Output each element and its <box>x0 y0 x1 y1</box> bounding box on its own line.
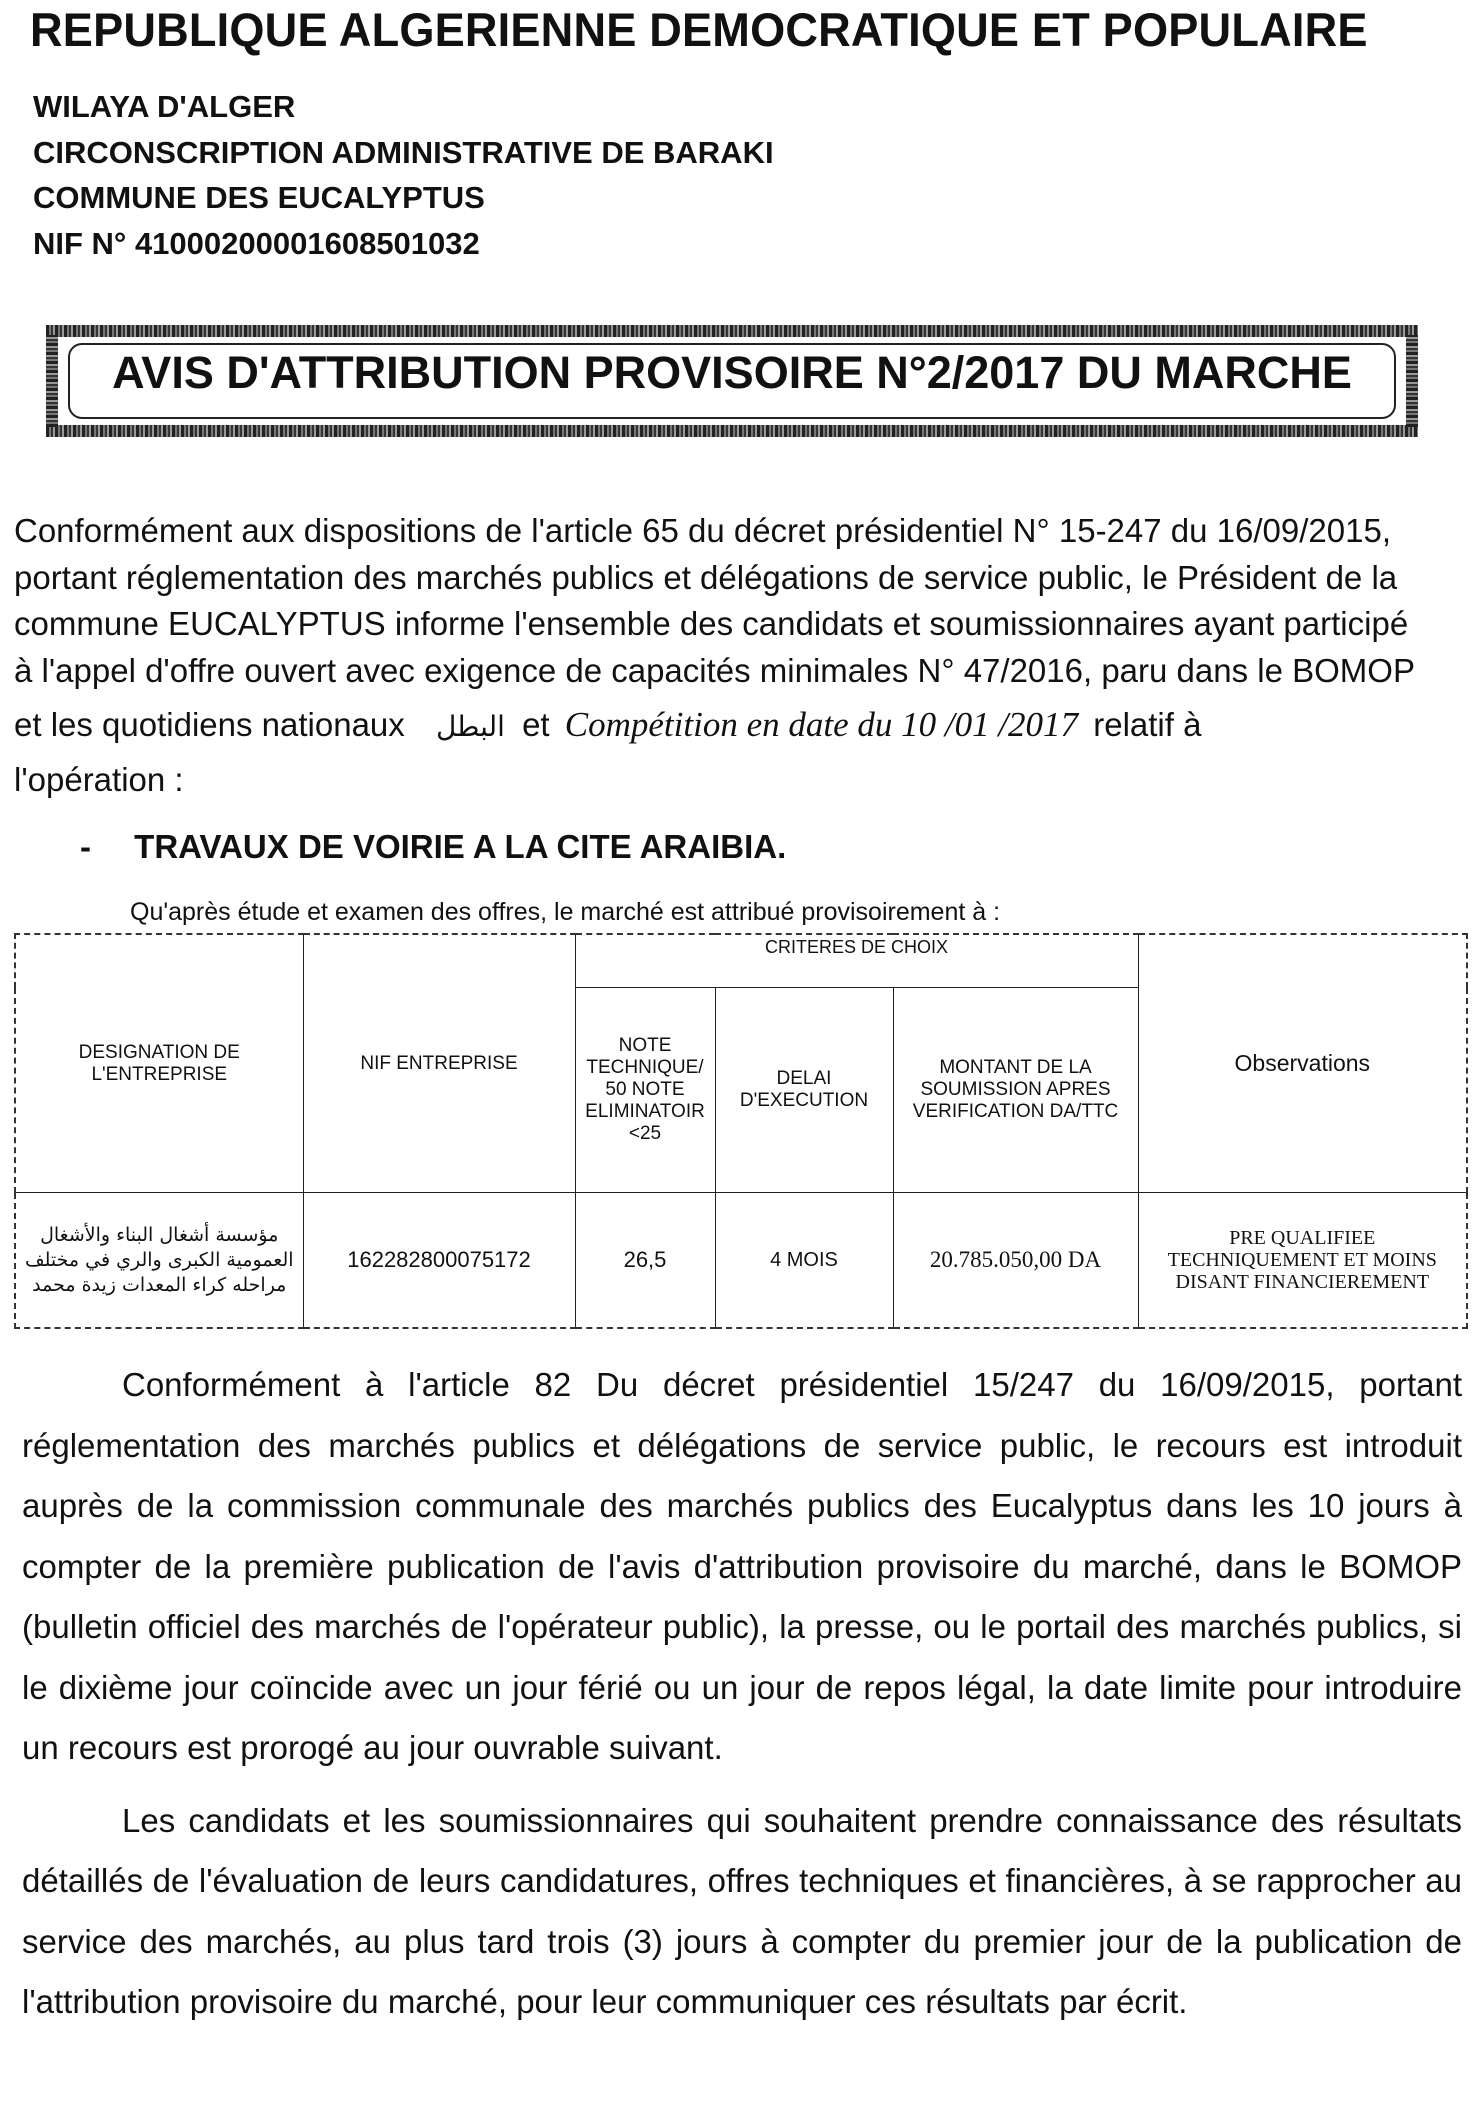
notice-title: AVIS D'ATTRIBUTION PROVISOIRE N°2/2017 DU MARCHE <box>112 347 1352 398</box>
republic-heading: REPUBLIQUE ALGERIENNE DEMOCRATIQUE ET POPULAIRE <box>30 3 1368 56</box>
header-designation: DESIGNATION DE L'ENTREPRISE <box>15 934 303 1193</box>
paragraph-line: Conformément aux dispositions de l'article 65 du décret présidentiel N° 15-247 du 16/09/2015, <box>14 512 1391 549</box>
intro-paragraph <box>14 508 1464 803</box>
paragraph-line: à l'appel d'offre ouvert avec exigence de capacités minimales N° 47/2016, paru dans le BOMOP <box>14 651 1415 689</box>
cell-observations: PRE QUALIFIEE TECHNIQUEMENT ET MOINS DISANT FINANCIEREMENT <box>1138 1193 1467 1329</box>
frame-bottom-border <box>46 425 1418 437</box>
paragraph-line: commune EUCALYPTUS informe l'ensemble des candidats et soumissionnaires ayant participé <box>14 605 1409 642</box>
relatif-text: relatif à <box>1093 706 1202 743</box>
header-montant: MONTANT DE LA SOUMISSION APRES VERIFICATION DA/TTC <box>893 988 1138 1193</box>
circonscription-line: CIRCONSCRIPTION ADMINISTRATIVE DE BARAKI <box>33 135 774 170</box>
bullet-dash: - <box>80 828 91 865</box>
nif-line: NIF N° 410002000016085010​32 <box>33 226 480 261</box>
header-delai: DELAI D'EXECUTION <box>715 988 893 1193</box>
cell-designation: مؤسسة أشغال البناء والأشغال العمومية الكبرى والري في مختلف مراحله كراء المعدات زيدة محمد <box>15 1193 303 1329</box>
paragraph-line: portant réglementation des marchés publics et délégations de service public, le Président de la <box>14 558 1398 596</box>
attribution-table <box>14 933 1468 1329</box>
header-note: NOTE TECHNIQUE/ 50 NOTE ELIMINATOIR <25 <box>575 988 715 1193</box>
title-frame <box>46 325 1418 437</box>
newspapers-text: et les quotidiens nationaux <box>14 706 405 743</box>
operation-label: TRAVAUX DE VOIRIE A LA CITE ARAIBIA. <box>134 828 787 865</box>
newspaper-arabic: البطل <box>435 710 505 743</box>
paragraph-line <box>14 702 1464 751</box>
attribution-intro: Qu'après étude et examen des offres, le marché est attribué provisoirement à : <box>130 898 1001 926</box>
header-nif: NIF ENTREPRISE <box>303 934 575 1193</box>
legal-body <box>22 1355 1462 2033</box>
wilaya-line: WILAYA D'ALGER <box>33 89 296 124</box>
conjunction-text: et <box>522 706 550 743</box>
resultats-paragraph: Les candidats et les soumissionnaires qui souhaitent prendre connaissance des résultats détaillés de l'évaluation de leurs candidatures, offres techniques et financières, à se rapprocher au service des marchés, au plus tard trois (3) jours à compter du premier jour de la publication de l'attribution provisoire du marché, pour leur communiquer ces résultats par écrit. <box>22 1801 1462 2020</box>
commune-line: COMMUNE DES EUCALYPTUS <box>33 180 485 215</box>
cell-montant: 20.785.050,00 DA <box>893 1193 1138 1329</box>
header-criteres: CRITERES DE CHOIX <box>575 934 1138 988</box>
table-row <box>15 1193 1467 1329</box>
header-observations: Observations <box>1138 934 1467 1193</box>
newspaper-competition: Compétition en date du 10 /01 /2017 <box>564 705 1079 744</box>
frame-top-border <box>46 325 1418 337</box>
operation-item <box>80 828 786 866</box>
recours-paragraph: Conformément à l'article 82 Du décret présidentiel 15/247 du 16/09/2015, portant réglementation des marchés publics et délégations de service public, le recours est introduit auprès de la commission communale des marchés publics des Eucalyptus dans les 10 jours à compter de la première publication de l'avis d'attribution provisoire du marché, dans le BOMOP (bulletin officiel des marchés de l'opérateur public), la presse, ou le portail des marchés publics, si le dixième jour coïncide avec un jour férié ou un jour de repos légal, la date limite pour introduire un recours est prorogé au jour ouvrable suivant. <box>22 1366 1462 1766</box>
paragraph-line: l'opération : <box>14 760 184 798</box>
cell-note: 26,5 <box>575 1193 715 1329</box>
cell-nif: 162282800075172 <box>303 1193 575 1329</box>
cell-delai: 4 MOIS <box>715 1193 893 1329</box>
